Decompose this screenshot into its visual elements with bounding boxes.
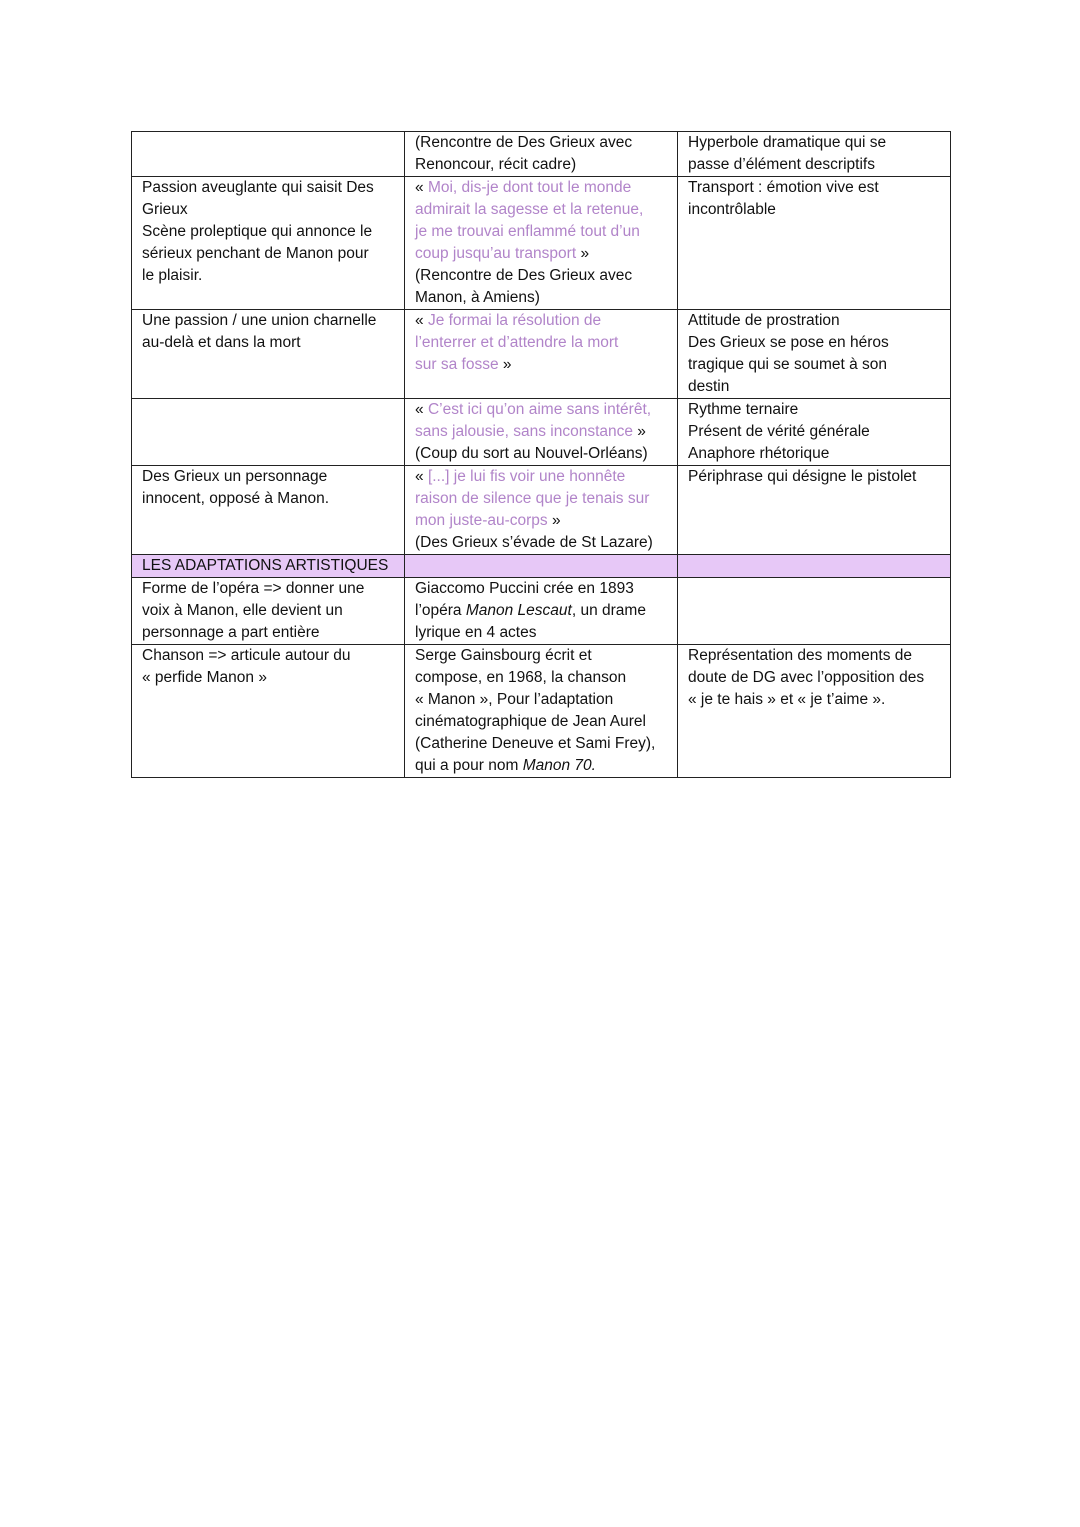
- table-row: [132, 399, 951, 466]
- table-row: [132, 177, 951, 310]
- analysis-line: Des Grieux se pose en héros: [688, 334, 889, 351]
- quote-text: je me trouvai enflammé tout d’un: [415, 223, 640, 240]
- theme-line: Une passion / une union charnelle: [142, 312, 377, 329]
- row-2-col-1: [132, 310, 405, 399]
- table-row: [132, 310, 951, 399]
- adaptation-line: « Manon », Pour l’adaptation: [415, 691, 614, 708]
- work-title: Manon Lescaut: [465, 602, 572, 619]
- context-line: (Coup du sort au Nouvel-Orléans): [415, 445, 648, 462]
- analysis-line: Présent de vérité générale: [688, 423, 870, 440]
- context-line: Renoncour, récit cadre): [415, 156, 577, 173]
- quote-text: C’est ici qu’on aime sans intérêt,: [427, 401, 652, 418]
- quote-text: Moi, dis-je dont tout le monde: [427, 179, 632, 196]
- analysis-line: Hyperbole dramatique qui se: [688, 134, 887, 151]
- theme-line: Chanson => articule autour du: [142, 647, 351, 664]
- analysis-line: Transport : émotion vive est: [688, 179, 879, 196]
- section-title: LES ADAPTATIONS ARTISTIQUES: [132, 555, 405, 578]
- opera-col-3: [678, 578, 951, 645]
- section-cell-empty: [405, 555, 678, 578]
- work-title: Manon 70.: [522, 757, 596, 774]
- row-0-col-3: [678, 132, 951, 177]
- adaptation-line: Serge Gainsbourg écrit et: [415, 647, 592, 664]
- adaptation-line: (Catherine Deneuve et Sami Frey),: [415, 735, 656, 752]
- theme-line: Grieux: [142, 201, 188, 218]
- quote-text: l’enterrer et d’attendre la mort: [415, 334, 619, 351]
- quote-line: [415, 243, 669, 265]
- row-3-col-2: [405, 399, 678, 466]
- quote-close-mark: »: [576, 245, 590, 262]
- quote-line: [415, 399, 669, 421]
- quote-line: [415, 310, 669, 332]
- adaptation-text: l’opéra: [415, 602, 466, 619]
- adaptation-line: [415, 755, 669, 777]
- quote-close-mark: »: [633, 423, 646, 440]
- opera-col-1: [132, 578, 405, 645]
- quote-text: coup jusqu’au transport: [415, 245, 577, 262]
- quote-line: [415, 177, 669, 199]
- opera-col-2: [405, 578, 678, 645]
- row-4-col-3: [678, 466, 951, 555]
- row-3-col-3: [678, 399, 951, 466]
- table-row: [132, 132, 951, 177]
- quote-text: [...] je lui fis voir une honnête: [427, 468, 626, 485]
- table-row: [132, 466, 951, 555]
- adaptation-line: cinématographique de Jean Aurel: [415, 713, 646, 730]
- theme-line: au-delà et dans la mort: [142, 334, 301, 351]
- context-line: (Des Grieux s’évade de St Lazare): [415, 534, 653, 551]
- row-1-col-2: [405, 177, 678, 310]
- theme-line: Forme de l’opéra => donner une: [142, 580, 365, 597]
- analysis-line: doute de DG avec l’opposition des: [688, 669, 925, 686]
- row-0-col-1: [132, 132, 405, 177]
- adaptation-text: qui a pour nom: [415, 757, 523, 774]
- chanson-col-3: [678, 645, 951, 778]
- quote-line: [415, 510, 669, 532]
- row-0-col-2: [405, 132, 678, 177]
- table-row: [132, 578, 951, 645]
- analysis-line: incontrôlable: [688, 201, 776, 218]
- adaptation-line: compose, en 1968, la chanson: [415, 669, 627, 686]
- analysis-line: destin: [688, 378, 730, 395]
- adaptation-line: [415, 600, 669, 622]
- adaptation-line: lyrique en 4 actes: [415, 624, 537, 641]
- theme-line: Des Grieux un personnage: [142, 468, 328, 485]
- theme-line: le plaisir.: [142, 267, 203, 284]
- row-1-col-1: [132, 177, 405, 310]
- theme-line: personnage a part entière: [142, 624, 320, 641]
- row-3-col-1: [132, 399, 405, 466]
- quote-line: [415, 466, 669, 488]
- quote-text: admirait la sagesse et la retenue,: [415, 201, 644, 218]
- analysis-line: passe d’élément descriptifs: [688, 156, 875, 173]
- analysis-line: Attitude de prostration: [688, 312, 840, 329]
- quote-open-mark: «: [415, 401, 428, 418]
- row-4-col-1: [132, 466, 405, 555]
- row-1-col-3: [678, 177, 951, 310]
- analysis-line: Périphrase qui désigne le pistolet: [688, 468, 917, 485]
- quote-open-mark: «: [415, 179, 428, 196]
- context-line: (Rencontre de Des Grieux avec: [415, 134, 633, 151]
- quote-open-mark: «: [415, 312, 428, 329]
- row-2-col-2: [405, 310, 678, 399]
- quote-text: Je formai la résolution de: [427, 312, 602, 329]
- theme-line: Passion aveuglante qui saisit Des: [142, 179, 374, 196]
- quote-text: raison de silence que je tenais sur: [415, 490, 650, 507]
- section-header-row: [132, 555, 951, 578]
- quote-close-mark: »: [547, 512, 561, 529]
- theme-line: sérieux penchant de Manon pour: [142, 245, 369, 262]
- analysis-line: tragique qui se soumet à son: [688, 356, 888, 373]
- chanson-col-2: [405, 645, 678, 778]
- row-2-col-3: [678, 310, 951, 399]
- context-line: Manon, à Amiens): [415, 289, 540, 306]
- analysis-line: Rythme ternaire: [688, 401, 799, 418]
- quote-text: sur sa fosse: [415, 356, 499, 373]
- analysis-line: Représentation des moments de: [688, 647, 913, 664]
- analysis-table: [131, 131, 951, 778]
- quote-line: [415, 421, 669, 443]
- section-cell-empty: [678, 555, 951, 578]
- context-line: (Rencontre de Des Grieux avec: [415, 267, 633, 284]
- quote-text: sans jalousie, sans inconstance: [415, 423, 633, 440]
- row-4-col-2: [405, 466, 678, 555]
- quote-open-mark: «: [415, 468, 428, 485]
- analysis-line: « je te hais » et « je t’aime ».: [688, 691, 886, 708]
- theme-line: innocent, opposé à Manon.: [142, 490, 329, 507]
- theme-line: Scène proleptique qui annonce le: [142, 223, 373, 240]
- adaptation-text: , un drame: [571, 602, 646, 619]
- adaptation-line: Giaccomo Puccini crée en 1893: [415, 580, 634, 597]
- theme-line: « perfide Manon »: [142, 669, 267, 686]
- analysis-line: Anaphore rhétorique: [688, 445, 830, 462]
- quote-close-mark: »: [498, 356, 512, 373]
- quote-text: mon juste-au-corps: [415, 512, 548, 529]
- theme-line: voix à Manon, elle devient un: [142, 602, 343, 619]
- table-row: [132, 645, 951, 778]
- chanson-col-1: [132, 645, 405, 778]
- quote-line: [415, 354, 669, 376]
